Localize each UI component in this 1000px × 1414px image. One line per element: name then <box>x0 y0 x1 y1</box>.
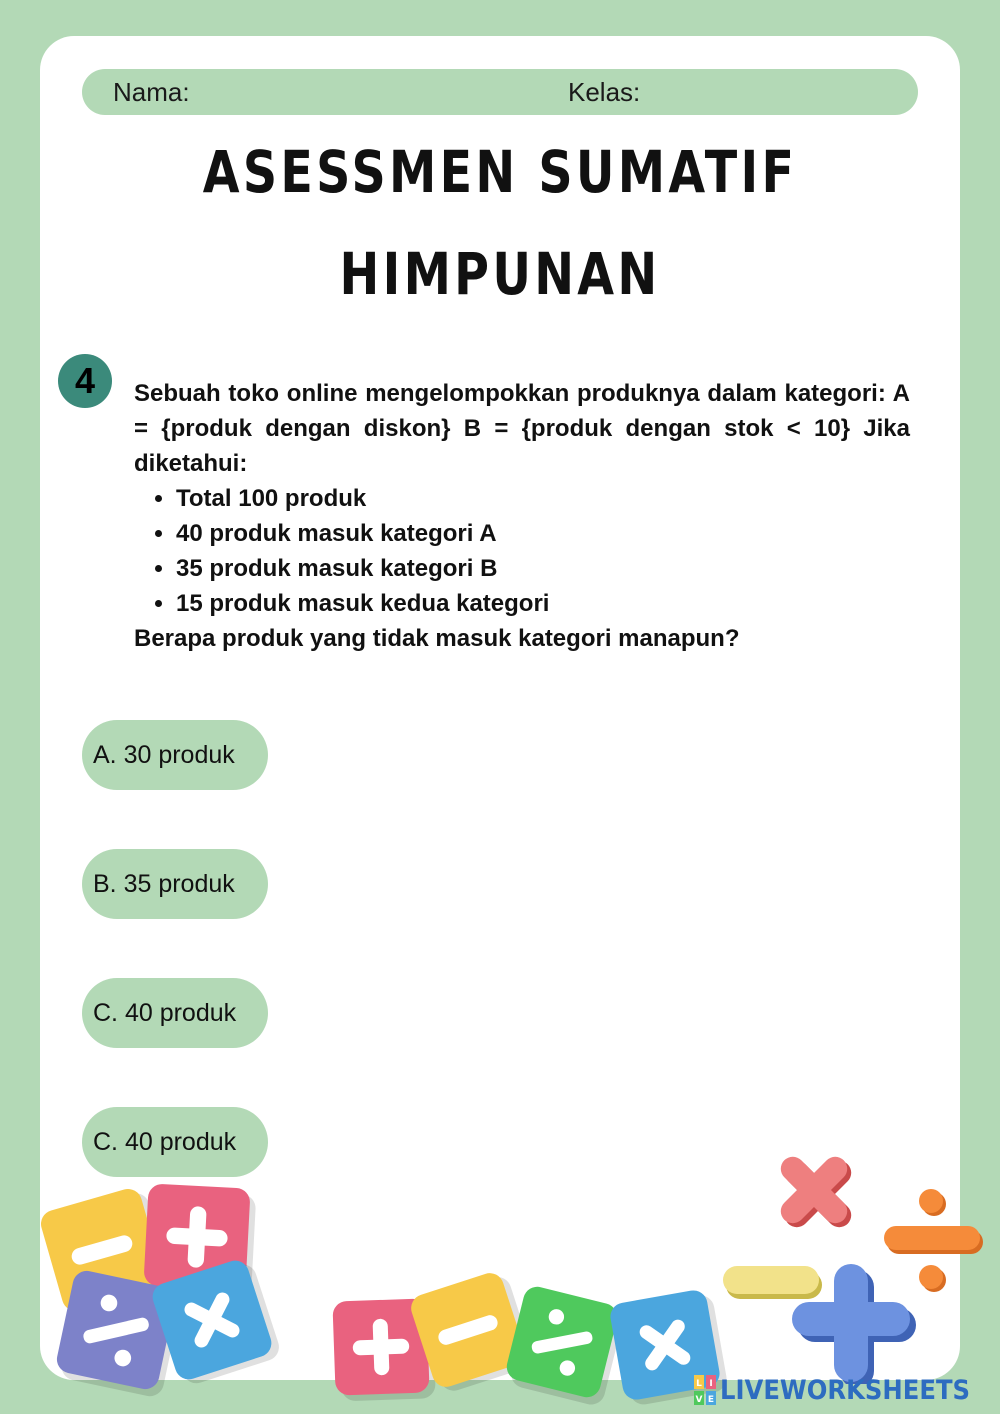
question-facts-list <box>134 481 910 621</box>
answer-option-d[interactable]: C. 40 produk <box>82 1107 268 1177</box>
page-title: ASESSMEN SUMATIF <box>202 138 798 206</box>
student-info-bar <box>82 69 918 115</box>
list-item: • 40 produk masuk kategori A <box>176 516 910 551</box>
class-label: Kelas: <box>568 77 641 107</box>
svg-text:I: I <box>709 1379 713 1389</box>
answer-option-a[interactable]: A. 30 produk <box>82 720 268 790</box>
name-label: Nama: <box>113 77 190 107</box>
answer-option-b[interactable]: B. 35 produk <box>82 849 268 919</box>
plus-icon <box>788 1264 920 1384</box>
question-block <box>134 376 910 656</box>
question-text: Sebuah toko online mengelompokkan produknya dalam kategori: A = {produk dengan diskon} B = {produk dengan stok < 10} Jika diketahui: <box>134 380 910 477</box>
svg-text:E: E <box>707 1395 715 1405</box>
question-prompt: Berapa produk yang tidak masuk kategori manapun? <box>134 625 740 652</box>
liveworksheets-logo-icon <box>694 1375 716 1405</box>
list-item: • Total 100 produk <box>176 481 910 516</box>
times-icon <box>764 1140 864 1240</box>
liveworksheets-brand-text: LIVEWORKSHEETS <box>720 1374 971 1406</box>
answer-option-c[interactable]: C. 40 produk <box>82 978 268 1048</box>
svg-text:V: V <box>695 1395 703 1405</box>
list-item: • 35 produk masuk kategori B <box>176 551 910 586</box>
liveworksheets-logo <box>694 1372 998 1408</box>
list-item: • 15 produk masuk kedua kategori <box>176 586 910 621</box>
svg-text:L: L <box>696 1379 702 1389</box>
question-number-badge: 4 <box>58 354 112 408</box>
page-subtitle: HIMPUNAN <box>339 240 661 308</box>
